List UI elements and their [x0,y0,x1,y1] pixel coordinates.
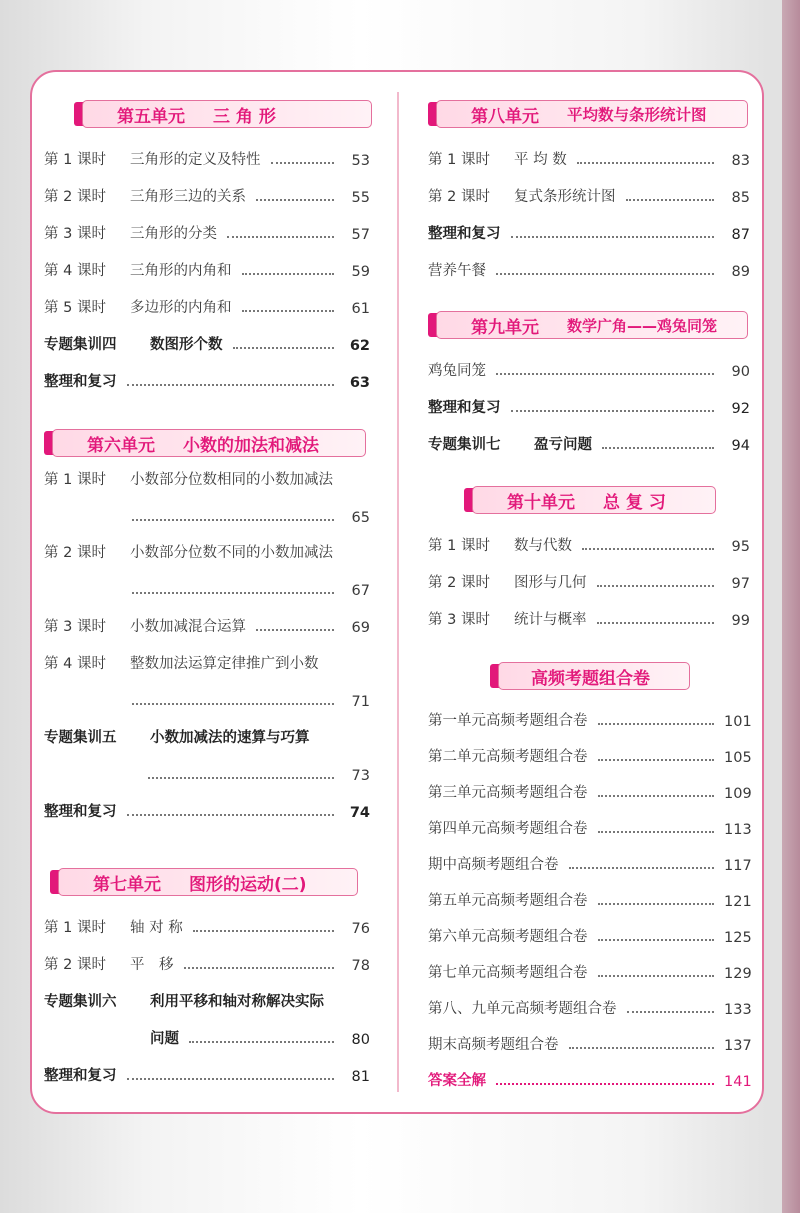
page-number: 69 [351,620,370,636]
page-number: 89 [731,264,750,280]
page-number: 83 [731,153,750,169]
unit-title: 高频考题组合卷 [531,668,650,689]
toc-entry[interactable] [428,243,750,280]
toc-entry[interactable] [428,555,750,592]
entry-title: 第八、九单元高频考题组合卷 [428,1001,617,1017]
page-number: 63 [349,375,370,391]
toc-entry[interactable] [44,900,370,937]
entry-title: 小数加减混合运算 [130,619,246,635]
page-number: 61 [351,301,370,317]
entry-title: 三角形三边的关系 [130,189,246,205]
page-number: 74 [349,805,370,821]
leader-dots [127,814,335,816]
lesson-label: 第 2 课时 [428,189,490,205]
page-number: 78 [351,958,370,974]
toc-entry[interactable] [44,599,370,636]
unit-number: 第八单元 [471,106,539,127]
leader-dots [189,1041,334,1043]
entry-title: 小数部分位数不同的小数加减法 [130,545,333,561]
entry-title: 整理和复习 [428,226,501,242]
lesson-label: 第 5 课时 [44,300,106,316]
leader-dots [597,622,715,624]
lesson-label: 第 2 课时 [44,545,106,561]
entry-title: 三角形的分类 [130,226,217,242]
unit-title: 平均数与条形统计图 [567,106,707,124]
toc-entry[interactable] [428,417,750,454]
entry-title: 第三单元高频考题组合卷 [428,785,588,801]
page-number: 81 [351,1069,370,1085]
toc-entry[interactable] [44,243,370,280]
entry-title: 第五单元高频考题组合卷 [428,893,588,909]
unit-title: 数学广角——鸡兔同笼 [567,316,718,335]
toc-entry[interactable] [428,946,750,982]
page-number: 90 [731,364,750,380]
page-number: 129 [724,966,752,982]
page-number: 59 [351,264,370,280]
leader-dots [148,777,334,779]
section-unit-10 [428,486,750,629]
entry-title: 期中高频考题组合卷 [428,857,559,873]
toc-entry[interactable] [428,518,750,555]
entry-title: 整理和复习 [44,374,117,390]
entry-title: 多边形的内角和 [130,300,232,316]
lesson-label: 第 2 课时 [44,189,106,205]
page-number: 57 [351,227,370,243]
toc-entry[interactable] [428,730,750,766]
leader-dots [577,162,714,164]
toc-entry[interactable] [428,766,750,802]
toc-entry[interactable] [428,169,750,206]
section-unit-5 [44,100,370,391]
entry-title: 小数部分位数相同的小数加减法 [130,472,333,488]
toc-entry-continued[interactable] [44,747,370,784]
page-number: 94 [731,438,750,454]
toc-entry[interactable] [428,874,750,910]
toc-entry[interactable] [44,974,370,1011]
toc-entry[interactable] [44,354,370,391]
lesson-label: 第 1 课时 [44,920,106,936]
entry-title: 数与代数 [514,538,572,554]
leader-dots [256,629,334,631]
toc-entry-answers[interactable] [428,1054,750,1090]
leader-dots [193,930,334,932]
lesson-label: 第 3 课时 [44,619,106,635]
toc-entry[interactable] [428,343,750,380]
section-unit-7 [44,868,370,1085]
leader-dots [626,199,715,201]
lesson-label: 第 4 课时 [44,263,106,279]
toc-entry[interactable] [44,206,370,243]
leader-dots [598,759,715,761]
leader-dots [132,592,334,594]
leader-dots [598,939,715,941]
leader-dots [242,273,335,275]
toc-entry[interactable] [428,982,750,1018]
leader-dots [598,903,715,905]
page-number: 99 [731,613,750,629]
toc-entry-continued[interactable] [44,562,370,599]
toc-entry[interactable] [428,592,750,629]
toc-entry-continued[interactable] [44,489,370,526]
toc-entry[interactable] [428,694,750,730]
toc-entry[interactable] [44,636,370,673]
page-number: 141 [724,1074,752,1090]
leader-dots [598,975,715,977]
entry-title: 鸡兔同笼 [428,363,486,379]
leader-dots [511,236,715,238]
lesson-label: 第 1 课时 [428,538,490,554]
leader-dots [127,1078,335,1080]
lesson-label: 专题集训五 [44,730,117,746]
lesson-label: 专题集训四 [44,337,117,353]
page-number: 62 [349,338,370,354]
entry-title: 整理和复习 [44,1068,117,1084]
leader-dots [132,703,334,705]
unit-number: 第五单元 [117,106,185,127]
lesson-label: 第 2 课时 [44,957,106,973]
page-number: 105 [724,750,752,766]
leader-dots [496,273,714,275]
toc-entry-continued[interactable] [44,673,370,710]
toc-entry[interactable] [44,317,370,354]
entry-title: 盈亏问题 [534,437,592,453]
lesson-label: 第 2 课时 [428,575,490,591]
unit-banner [428,662,750,690]
lesson-label: 第 1 课时 [428,152,490,168]
page-number: 67 [351,583,370,599]
column-divider [397,92,399,1092]
page-number: 76 [351,921,370,937]
leader-dots [496,1083,714,1085]
lesson-label: 第 3 课时 [44,226,106,242]
page-number: 95 [731,539,750,555]
lesson-label: 专题集训六 [44,994,117,1010]
leader-dots [602,447,714,449]
lesson-label: 第 3 课时 [428,612,490,628]
entry-title: 三角形的内角和 [130,263,232,279]
entry-title: 平 均 数 [514,152,567,168]
entry-title: 第四单元高频考题组合卷 [428,821,588,837]
toc-entry[interactable] [44,784,370,821]
unit-number: 第九单元 [471,317,539,338]
page-number: 125 [724,930,752,946]
lesson-label: 第 1 课时 [44,152,106,168]
leader-dots [242,310,335,312]
page-number: 92 [731,401,750,417]
entry-title: 小数加减法的速算与巧算 [150,730,310,746]
section-unit-6 [44,429,370,821]
entry-title: 统计与概率 [514,612,587,628]
entry-title: 答案全解 [428,1073,486,1089]
entry-title: 整理和复习 [428,400,501,416]
toc-entry[interactable] [428,132,750,169]
section-unit-8 [428,100,750,280]
unit-number: 第六单元 [87,435,155,456]
unit-number: 第十单元 [507,492,575,513]
entry-title: 整理和复习 [44,804,117,820]
page-number: 137 [724,1038,752,1054]
entry-title-continued: 问题 [150,1031,179,1047]
toc-entry[interactable] [44,710,370,747]
unit-banner [44,429,370,457]
toc-entry[interactable] [44,132,370,169]
page-number: 65 [351,510,370,526]
entry-title: 整数加法运算定律推广到小数 [130,656,319,672]
book-spine [782,0,800,1213]
unit-banner [428,486,750,514]
page-number: 121 [724,894,752,910]
unit-title: 总 复 习 [603,492,666,513]
lesson-label: 第 1 课时 [44,472,106,488]
entry-title: 期末高频考题组合卷 [428,1037,559,1053]
leader-dots [598,831,715,833]
leader-dots [233,347,335,349]
lesson-label: 第 4 课时 [44,656,106,672]
entry-title: 第六单元高频考题组合卷 [428,929,588,945]
leader-dots [227,236,334,238]
toc-entry[interactable] [44,461,370,489]
leader-dots [496,373,714,375]
entry-title: 三角形的定义及特性 [130,152,261,168]
entry-title: 平 移 [130,957,174,973]
page-number: 73 [351,768,370,784]
unit-banner [428,100,750,128]
entry-title: 图形与几何 [514,575,587,591]
unit-number: 第七单元 [93,874,161,895]
page-number: 133 [724,1002,752,1018]
page-number: 109 [724,786,752,802]
toc-entry[interactable] [428,838,750,874]
page-number: 101 [724,714,752,730]
entry-title: 复式条形统计图 [514,189,616,205]
page-number: 55 [351,190,370,206]
leader-dots [627,1011,715,1013]
leader-dots [597,585,715,587]
leader-dots [569,867,715,869]
leader-dots [598,723,715,725]
page-number: 97 [731,576,750,592]
leader-dots [184,967,335,969]
lesson-label: 专题集训七 [428,437,501,453]
leader-dots [256,199,334,201]
toc-entry[interactable] [44,526,370,562]
unit-title: 小数的加法和减法 [183,435,319,456]
entry-title: 第一单元高频考题组合卷 [428,713,588,729]
unit-banner [428,311,750,339]
toc-entry-continued[interactable] [44,1011,370,1048]
entry-title: 营养午餐 [428,263,486,279]
unit-banner [44,100,370,128]
leader-dots [271,162,335,164]
leader-dots [511,410,715,412]
page-number: 117 [724,858,752,874]
section-exam-papers [428,662,750,1090]
toc-entry[interactable] [44,1048,370,1085]
page-number: 113 [724,822,752,838]
section-unit-9 [428,311,750,454]
leader-dots [127,384,335,386]
toc-entry[interactable] [44,937,370,974]
unit-title: 图形的运动(二) [189,874,307,895]
entry-title: 利用平移和轴对称解决实际 [150,994,324,1010]
page-number: 71 [351,694,370,710]
toc-entry[interactable] [44,280,370,317]
entry-title: 第二单元高频考题组合卷 [428,749,588,765]
unit-banner [44,868,370,896]
page-number: 85 [731,190,750,206]
entry-title: 数图形个数 [150,337,223,353]
unit-title: 三 角 形 [213,106,276,127]
leader-dots [569,1047,715,1049]
toc-entry[interactable] [428,1018,750,1054]
leader-dots [132,519,334,521]
toc-entry[interactable] [44,169,370,206]
entry-title: 第七单元高频考题组合卷 [428,965,588,981]
toc-entry[interactable] [428,380,750,417]
toc-entry[interactable] [428,910,750,946]
toc-entry[interactable] [428,802,750,838]
page-number: 53 [351,153,370,169]
leader-dots [582,548,714,550]
page-number: 87 [731,227,750,243]
leader-dots [598,795,715,797]
entry-title: 轴 对 称 [130,920,183,936]
toc-entry[interactable] [428,206,750,243]
page-number: 80 [351,1032,370,1048]
